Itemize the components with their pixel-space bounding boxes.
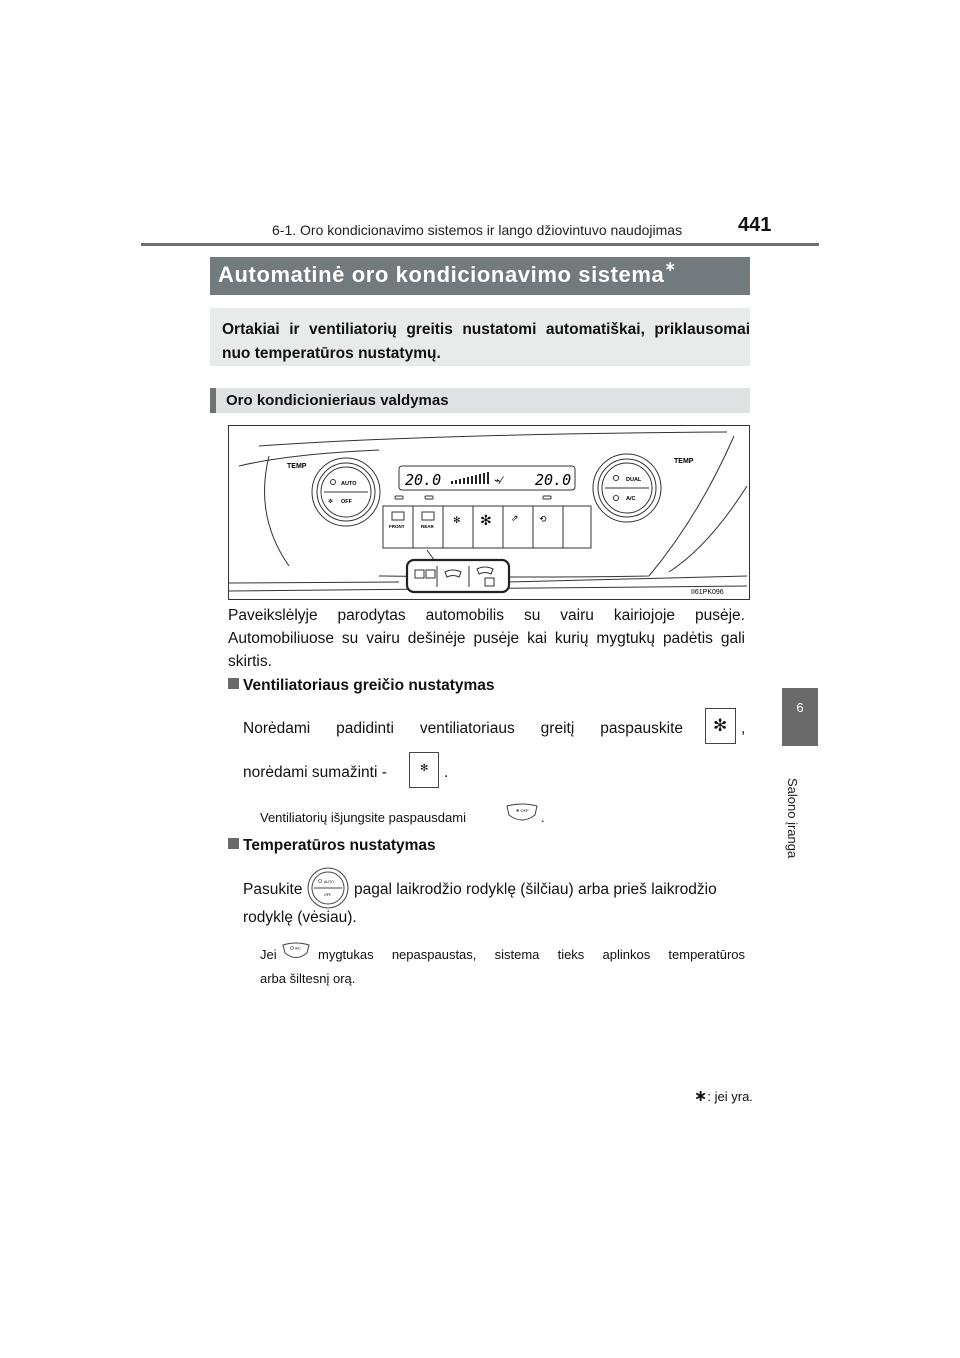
chapter-side-label (778, 778, 818, 898)
temperature-heading: Temperatūros nustatymas (243, 837, 436, 854)
left-dial-fan-icon: ✻ (328, 499, 334, 505)
temperature-line1-end: pagal laikrodžio rodyklę (šilčiau) arba prieš laikrodžio (354, 881, 717, 898)
footnote (694, 1086, 753, 1106)
chapter-number: 6 (796, 700, 804, 715)
mode-icon: ⇗ (511, 513, 519, 523)
display-left-temp: 20.0 (405, 471, 442, 489)
square-bullet-icon (228, 678, 239, 689)
fan-speed-line2: norėdami sumažinti - (243, 764, 387, 781)
main-heading (218, 258, 677, 288)
intro-text: Ortakiai ir ventiliatorių greitis nustatomi automatiškai, priklausomai nuo temperatūros nustatymų. (222, 321, 750, 362)
fan-down-button-icon: ✻ (409, 752, 439, 788)
square-bullet-icon (228, 838, 239, 849)
main-heading-bar (210, 257, 750, 295)
footnote-text: : jei yra. (707, 1089, 753, 1104)
fan-down-icon: ✻ (453, 515, 461, 525)
section-heading-bar (210, 388, 750, 413)
footnote-symbol: ∗ (694, 1088, 708, 1105)
temperature-note-start: Jei (260, 947, 277, 962)
temp-dial-off: OFF (324, 893, 332, 897)
left-temp-label: TEMP (287, 463, 307, 470)
fan-off-note-period: . (541, 810, 545, 825)
fan-speed-line2-period: . (444, 764, 449, 781)
button-rear-label: REAR (421, 524, 434, 529)
button-front-label: FRONT (389, 524, 405, 529)
chapter-tab (782, 688, 818, 746)
right-dial-top: DUAL (626, 477, 642, 483)
svg-text:✻ OFF: ✻ OFF (516, 808, 529, 813)
off-button-icon (505, 803, 539, 825)
climate-panel-illustration (229, 426, 749, 599)
fan-speed-heading: Ventiliatoriaus greičio nustatymas (243, 677, 495, 694)
header-rule (141, 243, 819, 246)
recirculation-icon: ⟲ (539, 514, 547, 524)
figure-caption: Paveikslėlyje parodytas automobilis su vairu kairiojoje pusėje. Automobiliuose su vairu dešinėje pusėje kai kurių mygtukų padėtis gali skirtis. (228, 607, 745, 670)
temperature-note-line2: arba šiltesnį orą. (260, 971, 356, 986)
chapter-title: Salono įranga (785, 778, 800, 859)
climate-panel-figure (228, 425, 750, 600)
fan-up-button-icon: ✻ (705, 708, 736, 744)
ac-button-icon (281, 942, 311, 962)
temperature-note-line1: mygtukas nepaspaustas, sistema tieks aplinkos temperatūros (318, 947, 745, 962)
fan-up-icon: ✻ (480, 512, 492, 528)
left-dial-top: AUTO (341, 481, 357, 487)
figure-code: II61PK096 (691, 589, 724, 596)
display-airflow-icons: ⌁∕ (494, 475, 503, 487)
temp-dial-icon (306, 866, 350, 910)
fan-off-note: Ventiliatorių išjungsite paspausdami (260, 810, 466, 825)
temperature-line1-start: Pasukite (243, 881, 303, 898)
temp-dial-auto: AUTO (324, 880, 334, 884)
fan-speed-heading-row (228, 677, 495, 695)
section-heading: Oro kondicionieriaus valdymas (226, 392, 449, 409)
display-right-temp: 20.0 (535, 471, 572, 489)
right-dial-bottom: A/C (626, 496, 636, 502)
fan-speed-line1-comma: , (741, 720, 746, 737)
left-dial-bottom: OFF (341, 499, 352, 505)
svg-text:A/C: A/C (295, 946, 301, 951)
main-heading-text: Automatinė oro kondicionavimo sistema (218, 262, 665, 287)
running-header-title: 6-1. Oro kondicionavimo sistemos ir lango džiovintuvo naudojimas (272, 222, 683, 238)
intro-box (210, 308, 750, 366)
temperature-heading-row (228, 837, 436, 855)
heading-asterisk: ∗ (664, 258, 677, 274)
temperature-line2: rodyklę (vėsiau). (243, 909, 357, 926)
right-temp-label: TEMP (674, 458, 694, 465)
fan-speed-line1: Norėdami padidinti ventiliatoriaus greitį paspauskite (243, 720, 683, 737)
page-number: 441 (738, 214, 772, 236)
